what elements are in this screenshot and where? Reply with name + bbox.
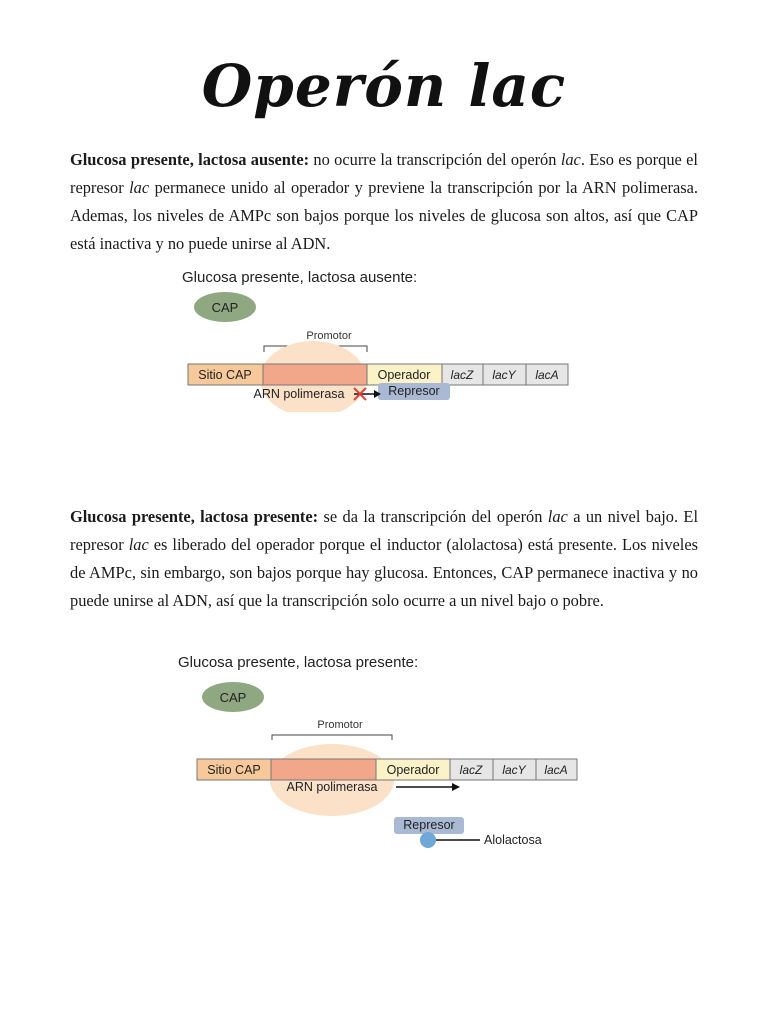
promotor-label: Promotor [306, 330, 352, 342]
diagram-heading: Glucosa presente, lactosa ausente: [182, 269, 418, 286]
promotor-label: Promotor [317, 719, 363, 731]
gene-lacz-label: lacZ [459, 763, 483, 777]
alolactosa-molecule [420, 832, 436, 848]
paragraph-lead: Glucosa presente, lactosa presente: [70, 507, 319, 526]
operador-label: Operador [377, 368, 431, 382]
gene-lacy-label: lacY [502, 763, 526, 777]
operador-label: Operador [386, 763, 440, 777]
paragraph-glucosa-lactosa-ausente [70, 146, 698, 258]
promotor-bracket [272, 735, 392, 740]
paragraph-glucosa-lactosa-presente [70, 503, 698, 615]
paragraph-text: . Eso es porque el represor [70, 150, 698, 197]
promotor-box [271, 759, 376, 780]
transcription-arrow-head [452, 783, 460, 791]
diagram-lactosa-presente [170, 650, 590, 850]
represor-label: Represor [388, 384, 440, 398]
gene-laca-label: lacA [544, 763, 568, 777]
promotor-box [263, 364, 367, 385]
cap-label: CAP [211, 300, 239, 315]
paragraph-lead: Glucosa presente, lactosa ausente: [70, 150, 310, 169]
paragraph-text: se da la transcripción del operón [318, 507, 548, 526]
italic-lac: lac [128, 535, 149, 554]
diagram-lactosa-ausente [178, 262, 578, 412]
paragraph-text: es liberado del operador porque el inductor (alolactosa) está presente. Los niveles de AMPc, sin embargo, son bajos porque hay glucosa. Entonces, CAP permanece inactiva y no puede unirse al ADN, así que la transcripción solo ocurre a un nivel bajo o pobre. [70, 535, 698, 610]
paragraph-text: a un nivel bajo. El represor [70, 507, 699, 554]
sitio-cap-label: Sitio CAP [207, 763, 261, 777]
alolactosa-label: Alolactosa [484, 833, 542, 847]
cap-label: CAP [219, 690, 247, 705]
italic-lac: lac [129, 178, 150, 197]
gene-lacz-label: lacZ [450, 368, 474, 382]
polimerasa-label: ARN polimerasa [286, 780, 378, 794]
polimerasa-label: ARN polimerasa [253, 387, 345, 401]
paragraph-text: no ocurre la transcripción del operón [309, 150, 561, 169]
page-title: Operón lac [201, 52, 567, 120]
italic-lac: lac [560, 150, 581, 169]
gene-laca-label: lacA [535, 368, 559, 382]
represor-label: Represor [403, 818, 455, 832]
italic-lac: lac [547, 507, 568, 526]
sitio-cap-label: Sitio CAP [198, 368, 252, 382]
paragraph-text: permanece unido al operador y previene la transcripción por la ARN polimerasa. Ademas, los niveles de AMPc son bajos porque los niveles de glucosa son altos, así que CAP está inactiva y no puede unirse al ADN. [70, 178, 699, 253]
diagram-heading: Glucosa presente, lactosa presente: [178, 654, 419, 671]
gene-lacy-label: lacY [492, 368, 516, 382]
